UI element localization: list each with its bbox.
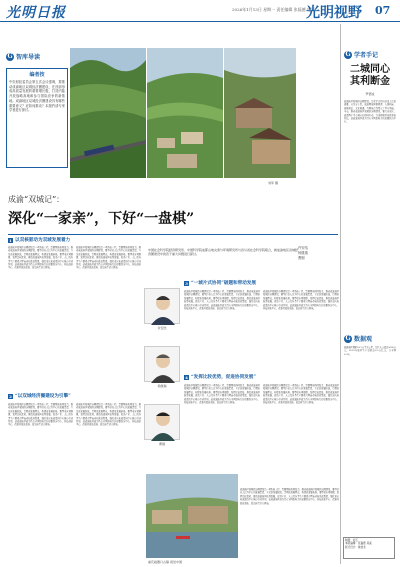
dateline: 2026年1月13日 星期一 责任编辑 张磊德 房溪 xyxy=(232,7,315,12)
lead-paragraph: 中国社会科学院经济研究所、中国科学院成都山地灾害与环境研究所与四川省社会科学院联合，就成渝地区双城经济圈建设中的若干重大问题进行探讨。 xyxy=(148,248,299,257)
photo-credit: 刘军 摄 xyxy=(268,181,278,185)
sidebar-data-body: 成渝地区面积18.5万平方公里，常住人口超过9600万人，2019年地区生产总值近6.3万亿元，占全国6.3%。 xyxy=(344,346,396,356)
section-4-body-col2: 成渝地区双城经济圈建设是一项系统工程，需要两地协同发力。推动成渝地区双城经济圈建设，要坚持以人民为中心的发展思想，立足新发展阶段，贯彻新发展理念，构建新发展格局。要尊重客观规律，发挥比较优势，推进成渝地区统筹发展，促进产业、人口及各类生产要素合理流动和高效集聚，强化重庆和成都的中心城市带动作用，使成渝地区成为具有全国影响力的重要经济中心、科技创新中心、改革开放新高地、高品质生活宜居地。 xyxy=(263,384,339,405)
main-headline: 深化“一家亲”，下好“一盘棋” xyxy=(8,211,195,227)
data-view-badge: G 数据观 xyxy=(345,335,373,343)
portrait-3-name: 曹刚 xyxy=(158,442,165,446)
section-heading-4: 4 “发挥比较优势，促进协同发展” xyxy=(185,374,257,380)
section-2-body-col2: 成渝地区双城经济圈建设是一项系统工程，需要两地协同发力。推动成渝地区双城经济圈建设，要坚持以人民为中心的发展思想，立足新发展阶段，贯彻新发展理念，构建新发展格局。要尊重客观规律，发挥比较优势，推进成渝地区统筹发展，促进产业、人口及各类生产要素合理流动和高效集聚，强化重庆和成都的中心城市带动作用，使成渝地区成为具有全国影响力的重要经济中心、科技创新中心、改革开放新高地、高品质生活宜居地。 xyxy=(76,403,141,427)
section-heading-1: 1 以双核驱动为双城发展着力 xyxy=(9,237,71,243)
portrait-3 xyxy=(144,404,180,440)
page-number: 07 xyxy=(375,4,391,17)
photo-terraced-village xyxy=(147,48,223,178)
credits-box: 制图：刘玉 本版编辑：张磊德 房溪 版式设计：姚桂龙 xyxy=(343,537,395,559)
headline-kicker: 成渝“双城记”： xyxy=(8,195,65,204)
g-logo-icon: G xyxy=(345,51,351,58)
scholar-notes-badge: G 学者手记 xyxy=(345,51,379,59)
column-divider xyxy=(340,24,341,564)
portrait-2-name: 杨继瑞 xyxy=(157,384,167,388)
bottom-photo-caption: 重庆磁器口古镇 视觉中国 xyxy=(148,560,182,564)
section-3-body-col2: 成渝地区双城经济圈建设是一项系统工程，需要两地协同发力。推动成渝地区双城经济圈建设，要坚持以人民为中心的发展思想，立足新发展阶段，贯彻新发展理念，构建新发展格局。要尊重客观规律，发挥比较优势，推进成渝地区统筹发展，促进产业、人口及各类生产要素合理流动和高效集聚，强化重庆和成都的中心城市带动作用，使成渝地区成为具有全国影响力的重要经济中心、科技创新中心、改革开放新高地、高品质生活宜居地。 xyxy=(263,290,339,311)
editor-note-label: 编者按 xyxy=(29,72,45,78)
portrait-1-name: 许安结 xyxy=(157,326,167,330)
section-heading-3: 3 “一城片式协同”破题和带动发展 xyxy=(185,280,257,286)
think-tank-badge: G 智库导读 xyxy=(7,53,41,61)
section-1-body-col2: 成渝地区双城经济圈建设是一项系统工程，需要两地协同发力。推动成渝地区双城经济圈建设，要坚持以人民为中心的发展思想，立足新发展阶段，贯彻新发展理念，构建新发展格局。要尊重客观规律，发挥比较优势，推进成渝地区统筹发展，促进产业、人口及各类生产要素合理流动和高效集聚，强化重庆和成都的中心城市带动作用，使成渝地区成为具有全国影响力的重要经济中心、科技创新中心、改革开放新高地、高品质生活宜居地。 xyxy=(76,246,141,270)
photo-riverside-town xyxy=(146,474,238,558)
newspaper-logo: 光明日报 xyxy=(6,5,66,21)
sidebar-author: 罗德成 xyxy=(365,92,375,96)
editor-note-box xyxy=(6,68,68,168)
byline-list: 许安结 杨继瑞 曹刚 xyxy=(298,246,308,260)
photo-old-town xyxy=(224,48,296,178)
sidebar-headline: 二城同心 其利断金 xyxy=(350,64,390,87)
section-2-body: 成渝地区双城经济圈建设是一项系统工程，需要两地协同发力。推动成渝地区双城经济圈建设，要坚持以人民为中心的发展思想，立足新发展阶段，贯彻新发展理念，构建新发展格局。要尊重客观规律，发挥比较优势，推进成渝地区统筹发展，促进产业、人口及各类生产要素合理流动和高效集聚，强化重庆和成都的中心城市带动作用，使成渝地区成为具有全国影响力的重要经济中心、科技创新中心、改革开放新高地、高品质生活宜居地。 xyxy=(8,403,73,427)
portrait-1 xyxy=(144,288,180,324)
g-logo-icon: G xyxy=(7,53,13,60)
photo-train-mountains xyxy=(70,48,146,178)
section-3-body: 成渝地区双城经济圈建设是一项系统工程，需要两地协同发力。推动成渝地区双城经济圈建设，要坚持以人民为中心的发展思想，立足新发展阶段，贯彻新发展理念，构建新发展格局。要尊重客观规律，发挥比较优势，推进成渝地区统筹发展，促进产业、人口及各类生产要素合理流动和高效集聚，强化重庆和成都的中心城市带动作用，使成渝地区成为具有全国影响力的重要经济中心、科技创新中心、改革开放新高地、高品质生活宜居地。 xyxy=(184,290,260,311)
headline-rule xyxy=(8,234,338,235)
section-4-body: 成渝地区双城经济圈建设是一项系统工程，需要两地协同发力。推动成渝地区双城经济圈建设，要坚持以人民为中心的发展思想，立足新发展阶段，贯彻新发展理念，构建新发展格局。要尊重客观规律，发挥比较优势，推进成渝地区统筹发展，促进产业、人口及各类生产要素合理流动和高效集聚，强化重庆和成都的中心城市带动作用，使成渝地区成为具有全国影响力的重要经济中心、科技创新中心、改革开放新高地、高品质生活宜居地。 xyxy=(184,384,260,405)
section-heading-2: 2 “以双城经济圈建设为引擎” xyxy=(9,393,71,399)
section-1-body: 成渝地区双城经济圈建设是一项系统工程，需要两地协同发力。推动成渝地区双城经济圈建设，要坚持以人民为中心的发展思想，立足新发展阶段，贯彻新发展理念，构建新发展格局。要尊重客观规律，发挥比较优势，推进成渝地区统筹发展，促进产业、人口及各类生产要素合理流动和高效集聚，强化重庆和成都的中心城市带动作用，使成渝地区成为具有全国影响力的重要经济中心、科技创新中心、改革开放新高地、高品质生活宜居地。 xyxy=(8,246,73,270)
sidebar-body: 成渝地区双城经济圈建设，是党中央作出的重大决策部署。从历史上看，成渝两地同根同源、人缘相亲、地缘相近、文化相通，为两地合作奠定了坚实基础。当前，推动成渝地区双城经济圈建设，要突出重庆、成都两个中心城市的协同带动，注重体现区域优势和特色，使成渝地区成为具有全国影响力的重要经济中心。 xyxy=(344,100,396,124)
section-title: 光明视野 xyxy=(306,5,362,21)
portrait-2 xyxy=(144,346,180,382)
section-5-body: 成渝地区双城经济圈建设是一项系统工程，需要两地协同发力。推动成渝地区双城经济圈建设，要坚持以人民为中心的发展思想，立足新发展阶段，贯彻新发展理念，构建新发展格局。要尊重客观规律，发挥比较优势，推进成渝地区统筹发展，促进产业、人口及各类生产要素合理流动和高效集聚，强化重庆和成都的中心城市带动作用，使成渝地区成为具有全国影响力的重要经济中心、科技创新中心、改革开放新高地、高品质生活宜居地。 xyxy=(240,488,339,505)
editor-note-text: 中央财经委员会第五次会议强调，要推动成渝地区双城经济圈建设，在西部形成高质量发展的重要增长极，打造内陆开放战略高地和参与国际竞争的新基地。成渝地区双城经济圈建设具有哪些重要意义？应如何推动？本版约请专家学者进行探讨。 xyxy=(9,80,65,113)
g-logo-icon: G xyxy=(345,335,351,342)
